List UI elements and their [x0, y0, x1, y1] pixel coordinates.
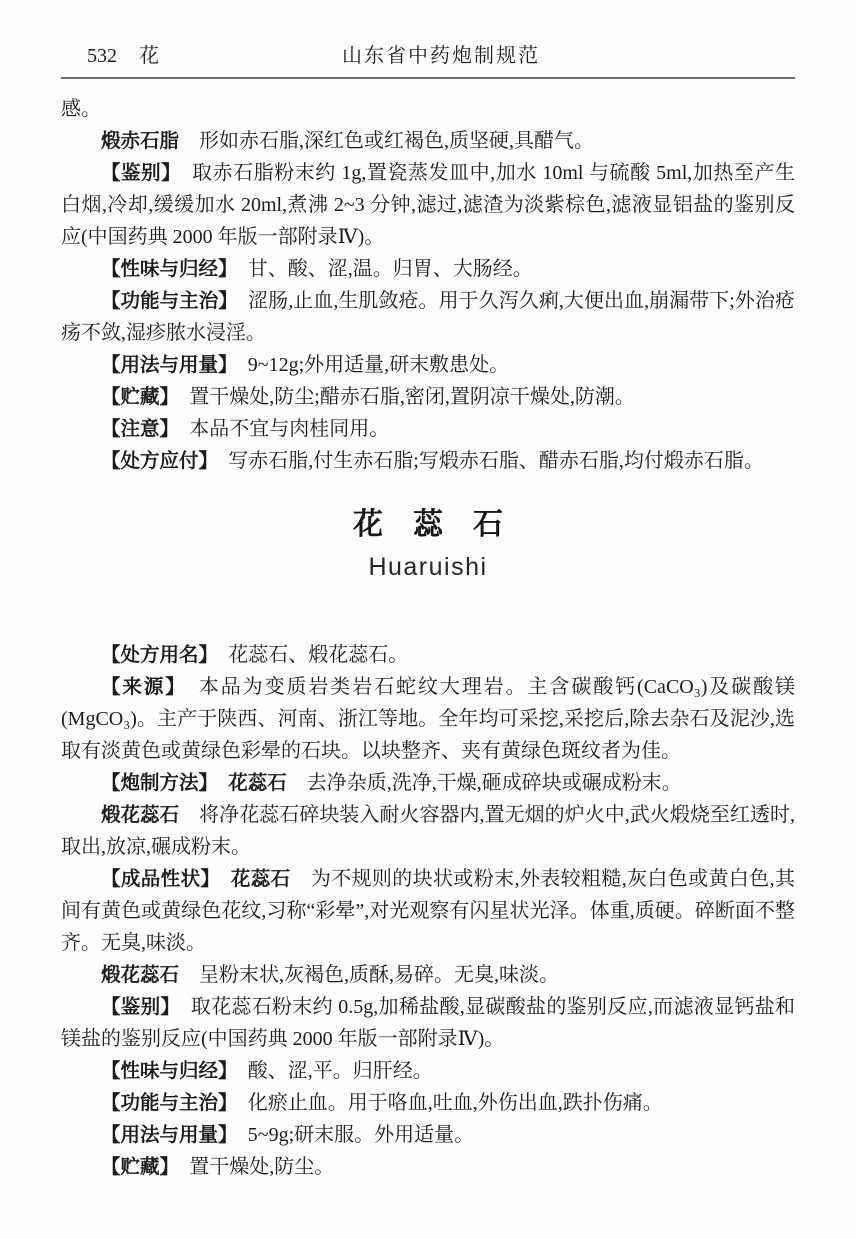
paragraph-text: 花蕊石、煅花蕊石。: [228, 644, 409, 666]
page-header-left: [61, 44, 237, 68]
paragraph: [61, 157, 795, 253]
paragraph-label: 【性味与归经】: [101, 258, 228, 280]
paragraph: [61, 125, 795, 157]
entry-title: 花蕊石: [353, 508, 533, 541]
entry-heading: [61, 505, 795, 581]
paragraph-text: 化瘀止血。用于咯血,吐血,外伤出血,跌扑伤痛。: [247, 1092, 663, 1114]
paragraph: [61, 959, 795, 991]
paragraph-text: 呈粉末状,灰褐色,质酥,易碎。无臭,味淡。: [199, 964, 560, 986]
paragraph: [61, 863, 795, 959]
paragraph: [61, 767, 795, 799]
paragraph-label: 煅花蕊石: [101, 964, 180, 986]
paragraph-text: 酸、涩,平。归肝经。: [247, 1060, 433, 1082]
paragraph-label: 【处方应付】: [101, 450, 209, 472]
paragraph: [61, 285, 795, 349]
book-title: 山东省中药炮制规范: [342, 45, 540, 67]
paragraph: [61, 1119, 795, 1151]
paragraph-label: 【成品性状】: [101, 868, 211, 890]
paragraph-label: 【来源】: [101, 676, 177, 698]
page-content: [61, 93, 795, 1183]
paragraph: [61, 445, 795, 477]
paragraph-text: 为不规则的块状或粉末,外表较粗糙,灰白色或黄白色,其间有黄色或黄绿色花纹,习称“彩晕”,对光观察有闪星状光泽。体重,质硬。碎断面不整齐。无臭,味淡。: [61, 868, 796, 954]
paragraph-text: 形如赤石脂,深红色或红褐色,质坚硬,具醋气。: [199, 130, 595, 152]
paragraph: [61, 991, 795, 1055]
paragraph-label: 【性味与归经】: [101, 1060, 228, 1082]
previous-entry-continuation: [61, 93, 795, 477]
paragraph-text: 本品为变质岩类岩石蛇纹大理岩。主含碳酸钙(CaCO₃)及碳酸镁(MgCO₃)。主产于陕西、河南、浙江等地。全年均可采挖,采挖后,除去杂石及泥沙,选取有淡黄色或黄绿色彩晕的石块。以块整齐、夹有黄绿色斑纹者为佳。: [61, 676, 796, 762]
paragraph-label: 【注意】: [101, 418, 170, 440]
paragraph-text: 涩肠,止血,生肌敛疮。用于久泻久痢,大便出血,崩漏带下;外治疮疡不敛,湿疹脓水浸淫。: [61, 290, 795, 344]
paragraph-text: 甘、酸、涩,温。归胃、大肠经。: [247, 258, 533, 280]
paragraph: [61, 253, 795, 285]
paragraph: [61, 1151, 795, 1183]
paragraph: [61, 413, 795, 445]
paragraph-label: 【贮藏】: [101, 1156, 170, 1178]
paragraph-label: 【贮藏】: [101, 386, 170, 408]
paragraph: [61, 381, 795, 413]
paragraph-text: 5~9g;研末服。外用适量。: [247, 1124, 475, 1146]
paragraph-text: 置干燥处,防尘。: [189, 1156, 335, 1178]
paragraph-text: 置干燥处,防尘;醋赤石脂,密闭,置阴凉干燥处,防潮。: [189, 386, 635, 408]
paragraph: [61, 93, 795, 125]
paragraph: [61, 1087, 795, 1119]
paragraph-text: 将净花蕊石碎块装入耐火容器内,置无烟的炉火中,武火煅烧至红透时,取出,放凉,碾成粉末。: [61, 804, 796, 858]
section-label: 花: [139, 45, 159, 67]
paragraph-text: 9~12g;外用适量,研末敷患处。: [247, 354, 510, 376]
paragraph-label: 【用法与用量】: [101, 354, 228, 376]
paragraph: [61, 799, 795, 863]
paragraph-text: 本品不宜与肉桂同用。: [189, 418, 390, 440]
paragraph-label: 【鉴别】: [101, 162, 172, 184]
entry-body: [61, 639, 795, 1183]
paragraph-text: 取赤石脂粉末约 1g,置瓷蒸发皿中,加水 10ml 与硫酸 5ml,加热至产生白烟,冷却,缓缓加水 20ml,煮沸 2~3 分钟,滤过,滤渣为淡紫棕色,滤液显铝盐的鉴别反应(中国药典 2000 年版一部附录Ⅳ)。: [61, 162, 795, 248]
paragraph-text: 感。: [61, 98, 101, 120]
paragraph-text: 取花蕊石粉末约 0.5g,加稀盐酸,显碳酸盐的鉴别反应,而滤液显钙盐和镁盐的鉴别反应(中国药典 2000 年版一部附录Ⅳ)。: [61, 996, 795, 1050]
paragraph-text: 去净杂质,洗净,干燥,砸成碎块或碾成粉末。: [306, 772, 682, 794]
page-header: [61, 0, 795, 79]
paragraph: [61, 671, 795, 767]
paragraph-label: 煅花蕊石: [101, 804, 180, 826]
paragraph: [61, 1055, 795, 1087]
paragraph: [61, 349, 795, 381]
paragraph-label: 花蕊石: [230, 868, 291, 890]
paragraph-label: 【功能与主治】: [101, 1092, 228, 1114]
paragraph-label: 花蕊石: [228, 772, 287, 794]
paragraph-text: 写赤石脂,付生赤石脂;写煅赤石脂、醋赤石脂,均付煅赤石脂。: [228, 450, 764, 472]
paragraph-label: 【鉴别】: [101, 996, 171, 1018]
page-number: 532: [87, 45, 117, 67]
paragraph-label: 【处方用名】: [101, 644, 209, 666]
paragraph-label: 【功能与主治】: [101, 290, 229, 312]
paragraph-label: 【炮制方法】: [101, 772, 209, 794]
entry-pinyin: Huaruishi: [368, 553, 488, 581]
paragraph-label: 【用法与用量】: [101, 1124, 228, 1146]
paragraph: [61, 639, 795, 671]
paragraph-label: 煅赤石脂: [101, 130, 180, 152]
